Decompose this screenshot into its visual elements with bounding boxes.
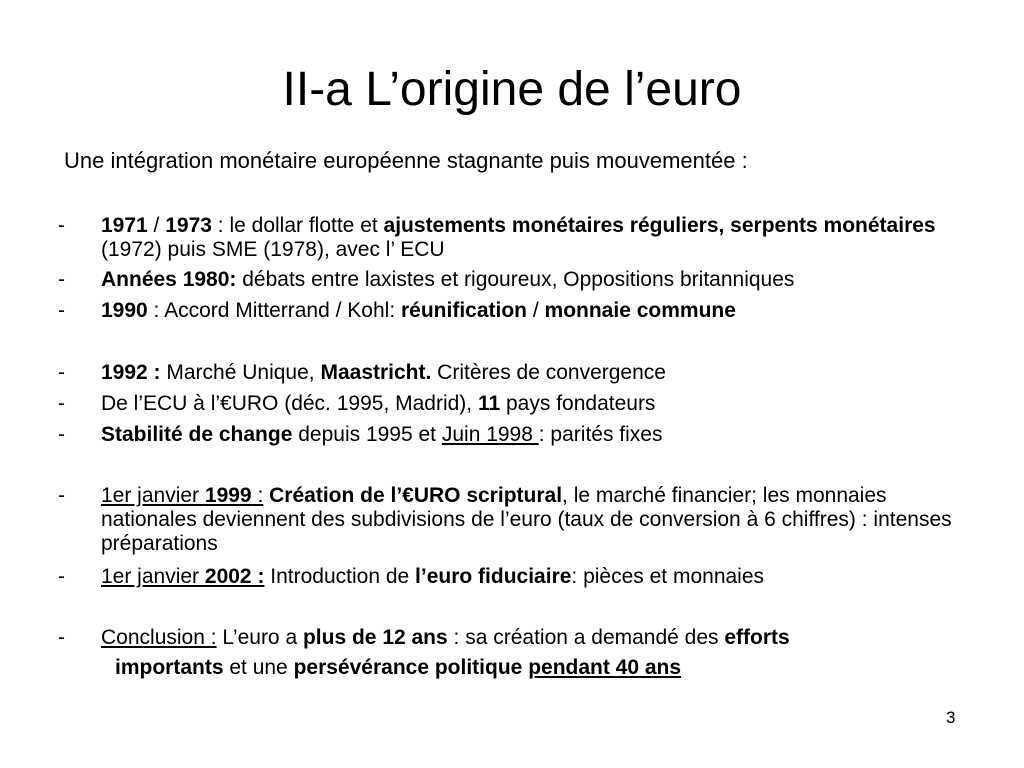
year-1990: 1990 [101,299,148,322]
bullet-dash: - [58,565,65,588]
text-segment: et une [223,656,294,679]
bullet-text [101,299,958,323]
underline-juin-1998: Juin 1998 [441,423,539,446]
bullet-dash: - [58,484,65,507]
bullet-item-1990 [58,299,958,323]
emphasis-importants: importants [115,656,224,679]
emphasis-ajustements: ajustements monétaires réguliers, serpents monétaires [383,214,936,237]
bullet-text [101,484,958,556]
text-segment: (1972) puis SME (1978), avec l’ ECU [101,238,445,261]
bullet-dash: - [58,214,65,237]
year-1980: Années 1980: [101,268,237,291]
bullet-item-conclusion [58,626,958,680]
text-segment: : sa création a demandé des [447,626,725,649]
emphasis-creation: Création de l’€URO scriptural [269,484,563,507]
text-segment: 1er janvier [101,484,205,507]
text-segment: pays fondateurs [500,392,656,415]
slide-intro: Une intégration monétaire européenne stagnante puis mouvementée : [64,148,748,173]
text-segment: : parités fixes [538,423,663,446]
year-2002: 2002 : [204,565,265,588]
bullet-dash: - [58,299,65,322]
text-segment: : [251,484,264,507]
bullet-dash: - [58,268,65,291]
underline-conclusion: Conclusion : [101,626,217,649]
text-segment: : le dollar flotte et [211,214,384,237]
bullet-text [101,214,958,262]
slide-title: II-a L’origine de l’euro [282,63,742,116]
emphasis-stabilite: Stabilité de change [101,423,293,446]
emphasis-40-ans: pendant 40 ans [528,656,682,679]
year-1992: 1992 : [101,361,161,384]
underline-40-ans [528,656,681,679]
text-segment: débats entre laxistes et rigoureux, Oppositions britanniques [236,268,795,291]
bullet-dash: - [58,392,65,415]
emphasis-perseverance: persévérance politique [293,656,523,679]
bullet-item-ecu [58,392,958,416]
bullet-item-1992 [58,361,958,385]
bullet-text [101,392,958,416]
bullet-item-1971 [58,214,958,262]
year-1973: 1973 [165,214,212,237]
emphasis-maastricht: Maastricht. [320,361,432,384]
text-segment: , le marché financier; les monnaies nationales deviennent des subdivisions de l’euro (taux de conversion à 6 chiffres) : intenses préparations [101,484,952,555]
line-1 [101,626,790,649]
bullet-dash: - [58,626,65,649]
page-number: 3 [946,708,956,727]
emphasis-monnaie-commune: monnaie commune [544,299,736,322]
year-1971: 1971 [101,214,148,237]
bullet-item-2002 [58,565,958,589]
bullet-text [101,423,958,447]
text-segment: 1er janvier [101,565,205,588]
bullet-item-1999 [58,484,958,556]
emphasis-12-ans: plus de 12 ans [302,626,448,649]
text-segment: Introduction de [264,565,416,588]
bullet-text [101,361,958,385]
emphasis-efforts: efforts [724,626,790,649]
text-segment: Marché Unique, [160,361,321,384]
text-segment: Critères de convergence [431,361,666,384]
text-segment: De l’ECU à l’€URO (déc. 1995, Madrid), [101,392,478,415]
line-2 [115,656,958,680]
bullet-text [101,565,958,589]
text-segment: / [147,214,166,237]
bullet-item-stabilite [58,423,958,447]
year-1999: 1999 [204,484,252,507]
emphasis-euro-fiduciaire: l’euro fiduciaire [415,565,572,588]
text-segment: L’euro a [216,626,303,649]
bullet-dash: - [58,423,65,446]
emphasis-11: 11 [477,392,501,415]
bullet-dash: - [58,361,65,384]
text-segment: depuis 1995 et [292,423,442,446]
bullet-text [101,268,958,292]
bullet-text [101,626,958,680]
underline-1999 [101,484,263,507]
text-segment: : pièces et monnaies [571,565,765,588]
text-segment: / [527,299,545,322]
bullet-item-1980 [58,268,958,292]
underline-2002 [101,565,264,588]
emphasis-reunification: réunification [401,299,528,322]
text-segment: : Accord Mitterrand / Kohl: [147,299,401,322]
